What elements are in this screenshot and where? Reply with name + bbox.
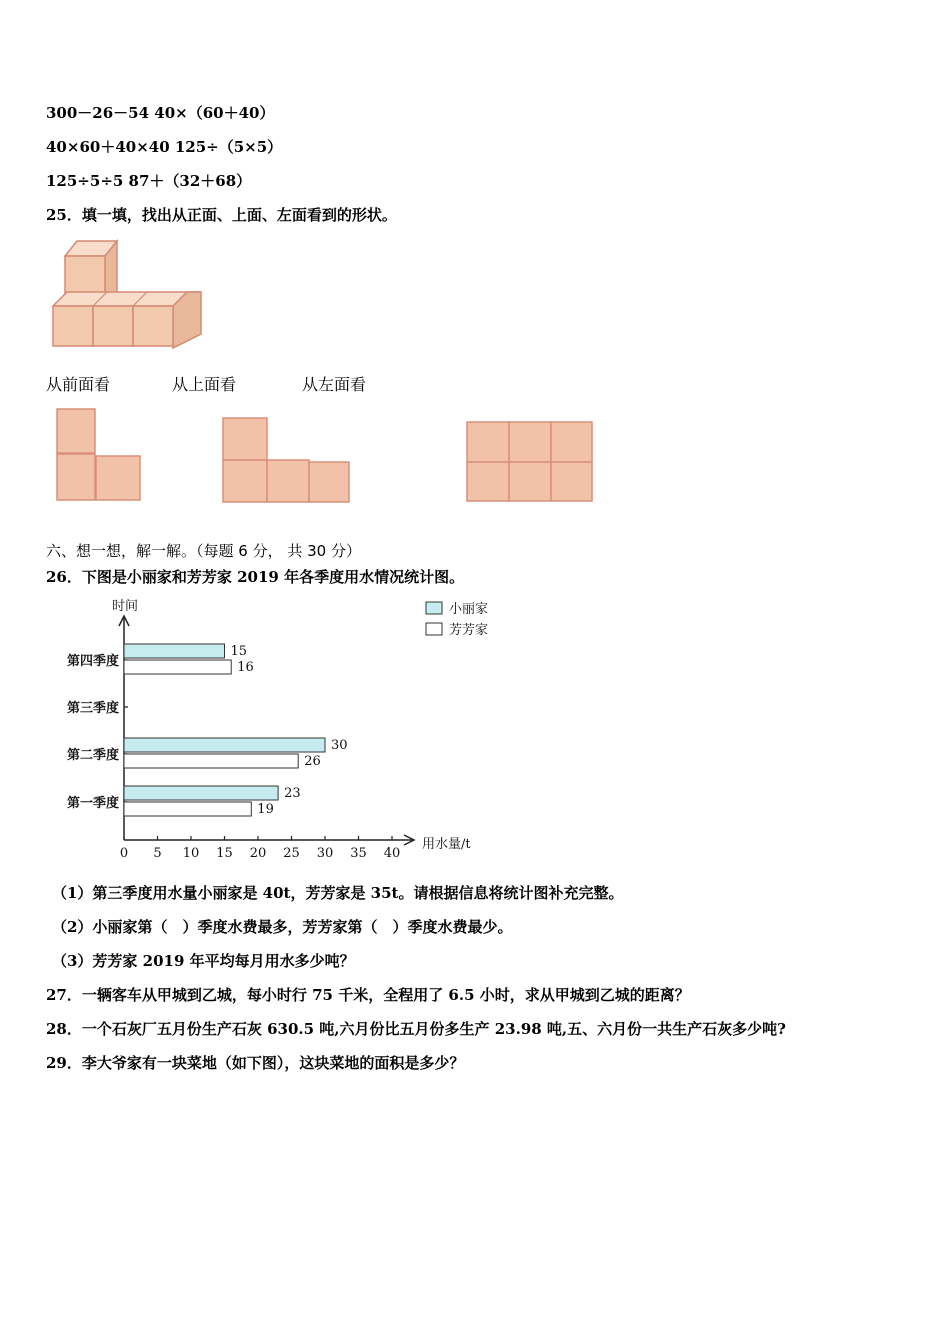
view-shape-3: [466, 421, 594, 503]
x-tick-label: 25: [283, 846, 300, 861]
question-26-part-2: （2）小丽家第（ ）季度水费最多，芳芳家第（ ）季度水费最少。: [52, 918, 513, 936]
section-6-heading: 六、想一想，解一解。（每题 6 分， 共 30 分）: [46, 542, 361, 560]
x-tick-label: 10: [182, 846, 200, 861]
legend-label-xiaoli: 小丽家: [449, 602, 489, 617]
question-26-part-1: （1）第三季度用水量小丽家是 40t，芳芳家是 35t。请根据信息将统计图补充完整。: [52, 884, 624, 902]
x-tick-label: 0: [119, 846, 129, 861]
question-29: 29．李大爷家有一块菜地（如下图），这块菜地的面积是多少？: [46, 1054, 465, 1072]
bar-xiaoli: [124, 786, 278, 800]
x-tick-label: 15: [216, 846, 233, 861]
water-usage-chart: [0, 590, 520, 870]
legend-label-fangfang: 芳芳家: [449, 623, 489, 638]
category-label: 第四季度: [66, 654, 119, 669]
bar-fangfang: [124, 754, 298, 768]
question-28: 28．一个石灰厂五月份生产石灰 630.5 吨,六月份比五月份多生产 23.98 吨,五、六月份一共生产石灰多少吨?: [46, 1020, 786, 1038]
view-shape-1: [56, 408, 142, 502]
legend-swatch-fangfang: [426, 623, 442, 635]
question-25: 25．填一填，找出从正面、上面、左面看到的形状。: [46, 206, 397, 224]
front-view-label: 从前面看: [46, 375, 111, 394]
bar-value-label: 15: [230, 644, 248, 659]
y-axis-title: 时间: [112, 599, 139, 614]
bar-xiaoli: [124, 738, 325, 752]
category-label: 第二季度: [66, 748, 119, 763]
top-view-label: 从上面看: [172, 375, 237, 394]
left-view-label: 从左面看: [302, 375, 367, 394]
bar-value-label: 30: [331, 738, 348, 753]
bar-value-label: 23: [284, 786, 301, 801]
question-26-part-3: （3）芳芳家 2019 年平均每月用水多少吨？: [52, 952, 355, 970]
category-label: 第三季度: [66, 701, 119, 716]
bar-xiaoli: [124, 644, 225, 658]
calc-line-2: 40×60＋40×40 125÷（5×5）: [46, 138, 283, 156]
x-tick-label: 30: [316, 846, 334, 861]
legend-swatch-xiaoli: [426, 602, 442, 614]
category-label: 第一季度: [66, 796, 119, 811]
bar-value-label: 16: [237, 660, 254, 675]
question-26: 26．下图是小丽家和芳芳家 2019 年各季度用水情况统计图。: [46, 568, 465, 586]
x-tick-label: 35: [350, 846, 367, 861]
x-tick-label: 5: [153, 846, 162, 861]
x-tick-label: 40: [383, 846, 401, 861]
bar-fangfang: [124, 660, 231, 674]
bar-fangfang: [124, 802, 251, 816]
cube-stack-figure: [50, 238, 210, 350]
x-axis-title: 用水量/t: [422, 837, 471, 852]
x-tick-label: 20: [249, 846, 267, 861]
view-shape-2: [222, 417, 352, 504]
bar-value-label: 26: [304, 754, 321, 769]
bar-value-label: 19: [257, 802, 274, 817]
calc-line-3: 125÷5÷5 87＋（32＋68）: [46, 172, 252, 190]
question-27: 27．一辆客车从甲城到乙城，每小时行 75 千米，全程用了 6.5 小时，求从甲城到乙城的距离？: [46, 986, 690, 1004]
calc-line-1: 300－26－54 40×（60＋40）: [46, 104, 275, 122]
